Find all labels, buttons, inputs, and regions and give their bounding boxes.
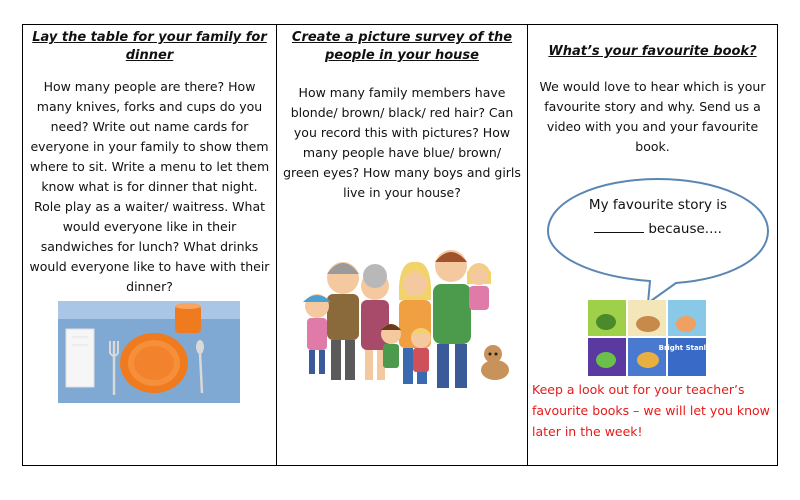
bubble-line-1: My favourite story is xyxy=(588,197,728,213)
column-2-text: How many family members have blonde/ brown/ black/ red hair? Can you record this with pictures? How many people have blue/ brown/ green eyes? How many boys and girls live in your house? xyxy=(283,85,521,200)
column-3-text: We would love to hear which is your favourite story and why. Send us a video with you and your favourite book. xyxy=(539,79,766,154)
column-1-title: Lay the table for your family for dinner xyxy=(32,30,267,63)
bubble-because: because.... xyxy=(648,221,722,237)
speech-bubble xyxy=(542,175,774,305)
speech-bubble-text xyxy=(582,193,734,241)
column-3-title: What’s your favourite book? xyxy=(548,44,757,59)
column-lay-the-table xyxy=(23,25,276,465)
blank-line xyxy=(594,218,644,233)
column-1-text: How many people are there? How many knives, forks and cups do you need? Write out name cards for everyone in your family to show them where to sit. Write a menu to let them know what is for dinner that night. Role play as a waiter/ waitress. What would everyone like in their sandwiches for lunch? What drinks would everyone like to have with their dinner? xyxy=(29,79,270,294)
column-favourite-book xyxy=(527,25,777,465)
cartoon-family-illustration xyxy=(297,230,519,400)
book-covers-collage xyxy=(588,300,716,376)
book-title-bright-stanley: Bright Stanley xyxy=(658,344,716,352)
column-picture-survey xyxy=(276,25,527,465)
bubble-line-2 xyxy=(582,217,734,241)
table-setting-photo xyxy=(58,301,240,403)
column-2-title: Create a picture survey of the people in your house xyxy=(291,30,513,63)
teacher-note: Keep a look out for your teacher’s favourite books – we will let you know later in the week! xyxy=(532,382,770,439)
activity-sheet xyxy=(22,24,778,466)
